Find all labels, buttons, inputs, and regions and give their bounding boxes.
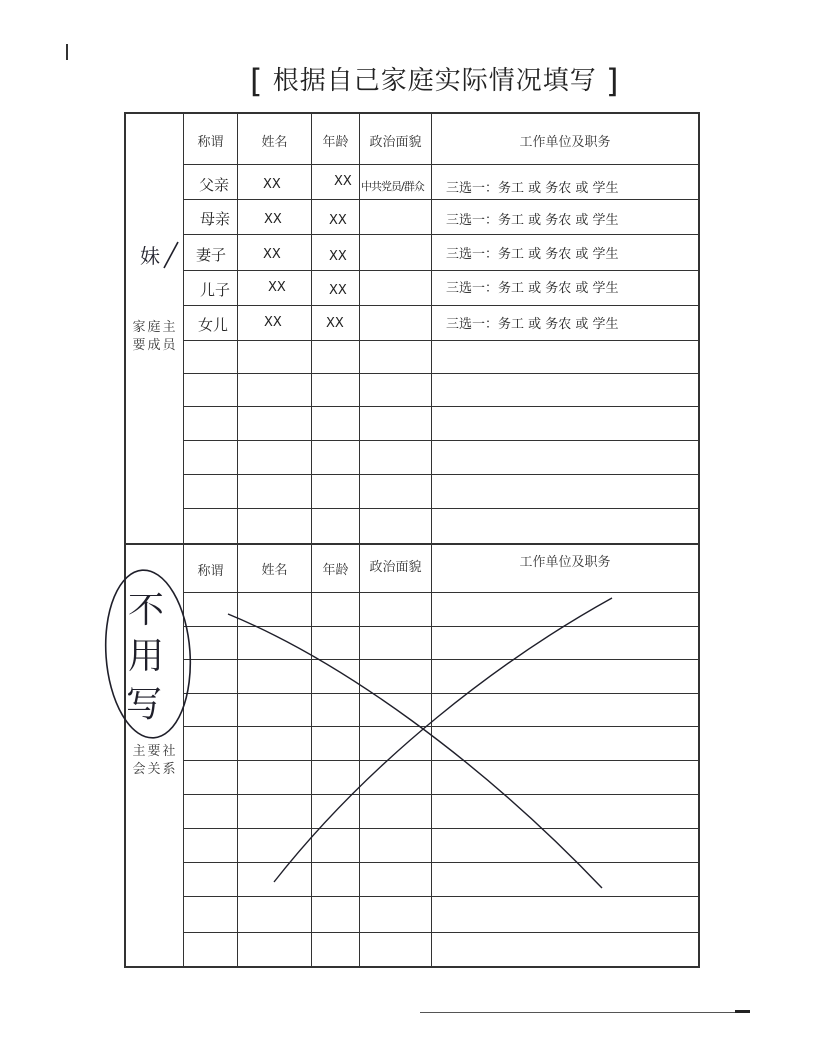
scan-edge-line [420, 1012, 750, 1013]
row1-name: XX [263, 177, 281, 192]
social-section-label-line2: 会关系 [132, 762, 178, 777]
row-line [183, 305, 699, 306]
row3-age: XX [329, 249, 347, 264]
col-line-1 [183, 112, 184, 968]
row4-name: XX [268, 280, 286, 295]
table-left-border [124, 112, 126, 968]
row-line [183, 440, 699, 441]
row2-name: XX [264, 212, 282, 227]
row-line [183, 932, 699, 933]
table-top-border [124, 112, 700, 114]
row-line [183, 373, 699, 374]
social-header-work: 工作单位及职务 [519, 555, 611, 570]
family-section-label-line1: 家庭主 [132, 320, 178, 335]
row-line [183, 896, 699, 897]
header-age: 年龄 [322, 135, 349, 150]
row-line [183, 270, 699, 271]
header-work: 工作单位及职务 [519, 135, 611, 150]
side-note-slash-icon [160, 240, 182, 270]
row-line [183, 340, 699, 341]
note-char-2: 用 [128, 636, 165, 677]
right-bracket: ] [606, 62, 620, 100]
row-line [183, 199, 699, 200]
row1-relation: 父亲 [199, 176, 230, 194]
row-line [183, 406, 699, 407]
social-header-relation: 称谓 [197, 564, 224, 579]
header-name: 姓名 [261, 135, 288, 150]
row1-work: 三选一：务工 或 务农 或 学生 [446, 181, 619, 196]
note-char-1: 不 [128, 590, 165, 631]
row1-political: 中共党员/群众 [361, 180, 424, 193]
scan-edge-mark [735, 1010, 750, 1013]
row2-relation: 母亲 [200, 210, 231, 228]
social-header-name: 姓名 [261, 563, 288, 578]
header-relation: 称谓 [197, 135, 224, 150]
row-line [183, 234, 699, 235]
row4-work: 三选一：务工 或 务农 或 学生 [446, 281, 619, 296]
row5-name: XX [264, 315, 282, 330]
table-bottom-border [124, 966, 700, 968]
note-char-3: 写 [126, 684, 163, 725]
header-political: 政治面貌 [369, 135, 422, 150]
side-note-handwritten: 妹 [140, 244, 160, 268]
row2-age: XX [329, 213, 347, 228]
title-text: 根据自己家庭实际情况填写 [272, 66, 597, 96]
section-divider [124, 543, 700, 545]
row4-relation: 儿子 [200, 281, 231, 299]
margin-mark [66, 44, 68, 60]
form-title-handwritten [250, 60, 620, 104]
row5-relation: 女儿 [198, 316, 229, 334]
row-line [183, 164, 699, 165]
table-right-border [698, 112, 700, 968]
row5-work: 三选一：务工 或 务农 或 学生 [446, 317, 619, 332]
row1-age: XX [334, 174, 352, 189]
social-section-label-line1: 主要社 [132, 744, 178, 759]
family-section-label-line2: 要成员 [132, 338, 178, 353]
row3-name: XX [263, 247, 281, 262]
row4-age: XX [329, 283, 347, 298]
social-header-political: 政治面貌 [369, 560, 422, 575]
row-line [183, 508, 699, 509]
row2-work: 三选一：务工 或 务农 或 学生 [446, 213, 619, 228]
row3-work: 三选一：务工 或 务农 或 学生 [446, 247, 619, 262]
row-line [183, 474, 699, 475]
row3-relation: 妻子 [196, 246, 227, 264]
left-bracket: [ [250, 62, 264, 100]
social-header-age: 年龄 [322, 563, 349, 578]
row5-age: XX [326, 316, 344, 331]
cross-out-x-icon [220, 590, 620, 890]
